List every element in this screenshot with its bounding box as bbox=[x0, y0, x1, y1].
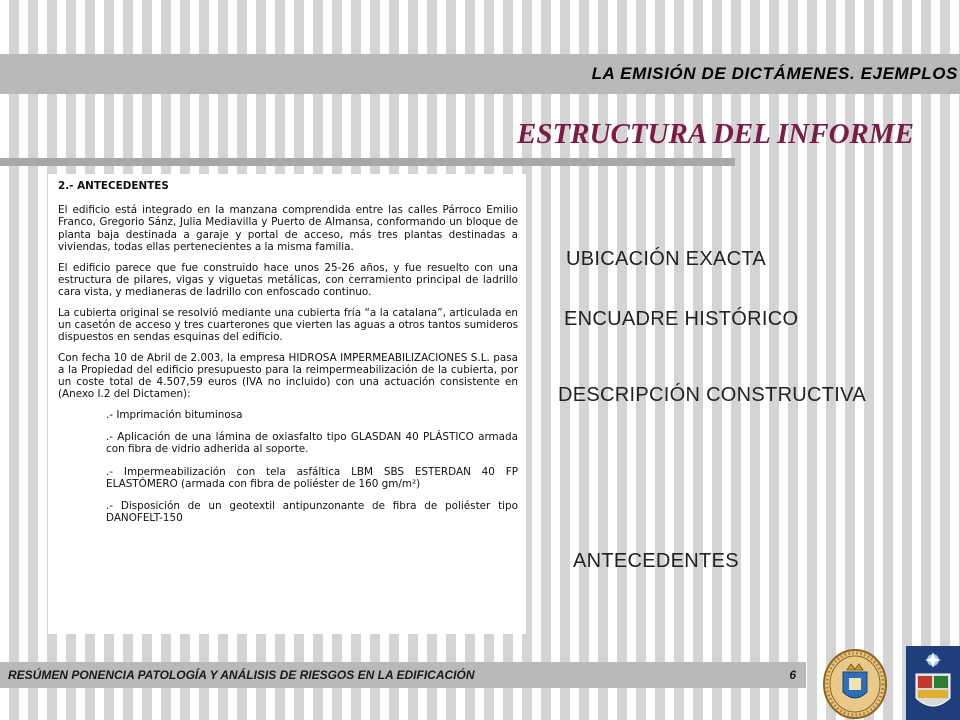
document-excerpt bbox=[48, 174, 526, 634]
title-divider bbox=[0, 158, 735, 166]
annotation-antecedentes: ANTECEDENTES bbox=[573, 550, 739, 572]
footer-text: RESÚMEN PONENCIA PATOLOGÍA Y ANÁLISIS DE RIESGOS EN LA EDIFICACIÓN bbox=[8, 668, 475, 682]
header-band bbox=[0, 54, 960, 94]
document-paragraph: El edificio parece que fue construido hace unos 25-26 años, y fue resuelto con una estructura de pilares, vigas y viguetas metálicas, con cerramiento principal de ladrillo cara vista, y medianeras de ladrillo con enfoscado continuo. bbox=[58, 261, 518, 298]
document-paragraph: El edificio está integrado en la manzana comprendida entre las calles Párroco Emilio Franco, Gregorio Sánz, Julia Mediavilla y Puerto de Almansa, conformando un bloque de planta baja destinada a garaje y portal de acceso, más tres plantas destinadas a viviendas, todas ellas pertenecientes a la misma familia. bbox=[58, 204, 518, 253]
annotation-descripcion: DESCRIPCIÓN CONSTRUCTIVA bbox=[558, 384, 866, 406]
works-list bbox=[58, 409, 518, 524]
document-heading: 2.- ANTECEDENTES bbox=[58, 180, 169, 192]
document-paragraph: La cubierta original se resolvió mediante una cubierta fría “a la catalana”, articulada en un casetón de acceso y tres cuarterones que vierten las aguas a otros tantos sumideros dispuestos en sendas esquinas del edificio. bbox=[58, 306, 518, 344]
document-paragraph: Con fecha 10 de Abril de 2.003, la empresa HIDROSA IMPERMEABILIZACIONES S.L. pasa a la Propiedad del edificio presupuesto para la reimpermeabilización de la cubierta, por un coste total de 4.507,59 euros (IVA no incluido) con una actuación consistente en (Anexo I.2 del Dictamen): bbox=[58, 351, 518, 401]
page-number: 6 bbox=[789, 668, 796, 682]
list-item: .- Impermeabilización con tela asfáltica LBM SBS ESTERDAN 40 FP ELASTÓMERO (armada con fibra de poliéster de 160 gm/m²) bbox=[106, 465, 518, 490]
page-title: ESTRUCTURA DEL INFORME bbox=[517, 118, 914, 150]
list-item: .- Imprimación bituminosa bbox=[106, 409, 243, 422]
list-item: .- Aplicación de una lámina de oxiasfalto tipo GLASDAN 40 PLÁSTICO armada con fibra de vidrio adherida al soporte. bbox=[106, 431, 518, 456]
university-seal-icon bbox=[822, 648, 888, 720]
annotation-encuadre: ENCUADRE HISTÓRICO bbox=[564, 308, 799, 330]
annotation-ubicacion: UBICACIÓN EXACTA bbox=[566, 248, 767, 270]
section-label: LA EMISIÓN DE DICTÁMENES. EJEMPLOS bbox=[591, 64, 958, 83]
institution-crest-icon bbox=[906, 646, 960, 720]
footer-bar bbox=[0, 662, 806, 688]
list-item: .- Disposición de un geotextil antipunzonante de fibra de poliéster tipo DANOFELT-150 bbox=[106, 500, 518, 525]
